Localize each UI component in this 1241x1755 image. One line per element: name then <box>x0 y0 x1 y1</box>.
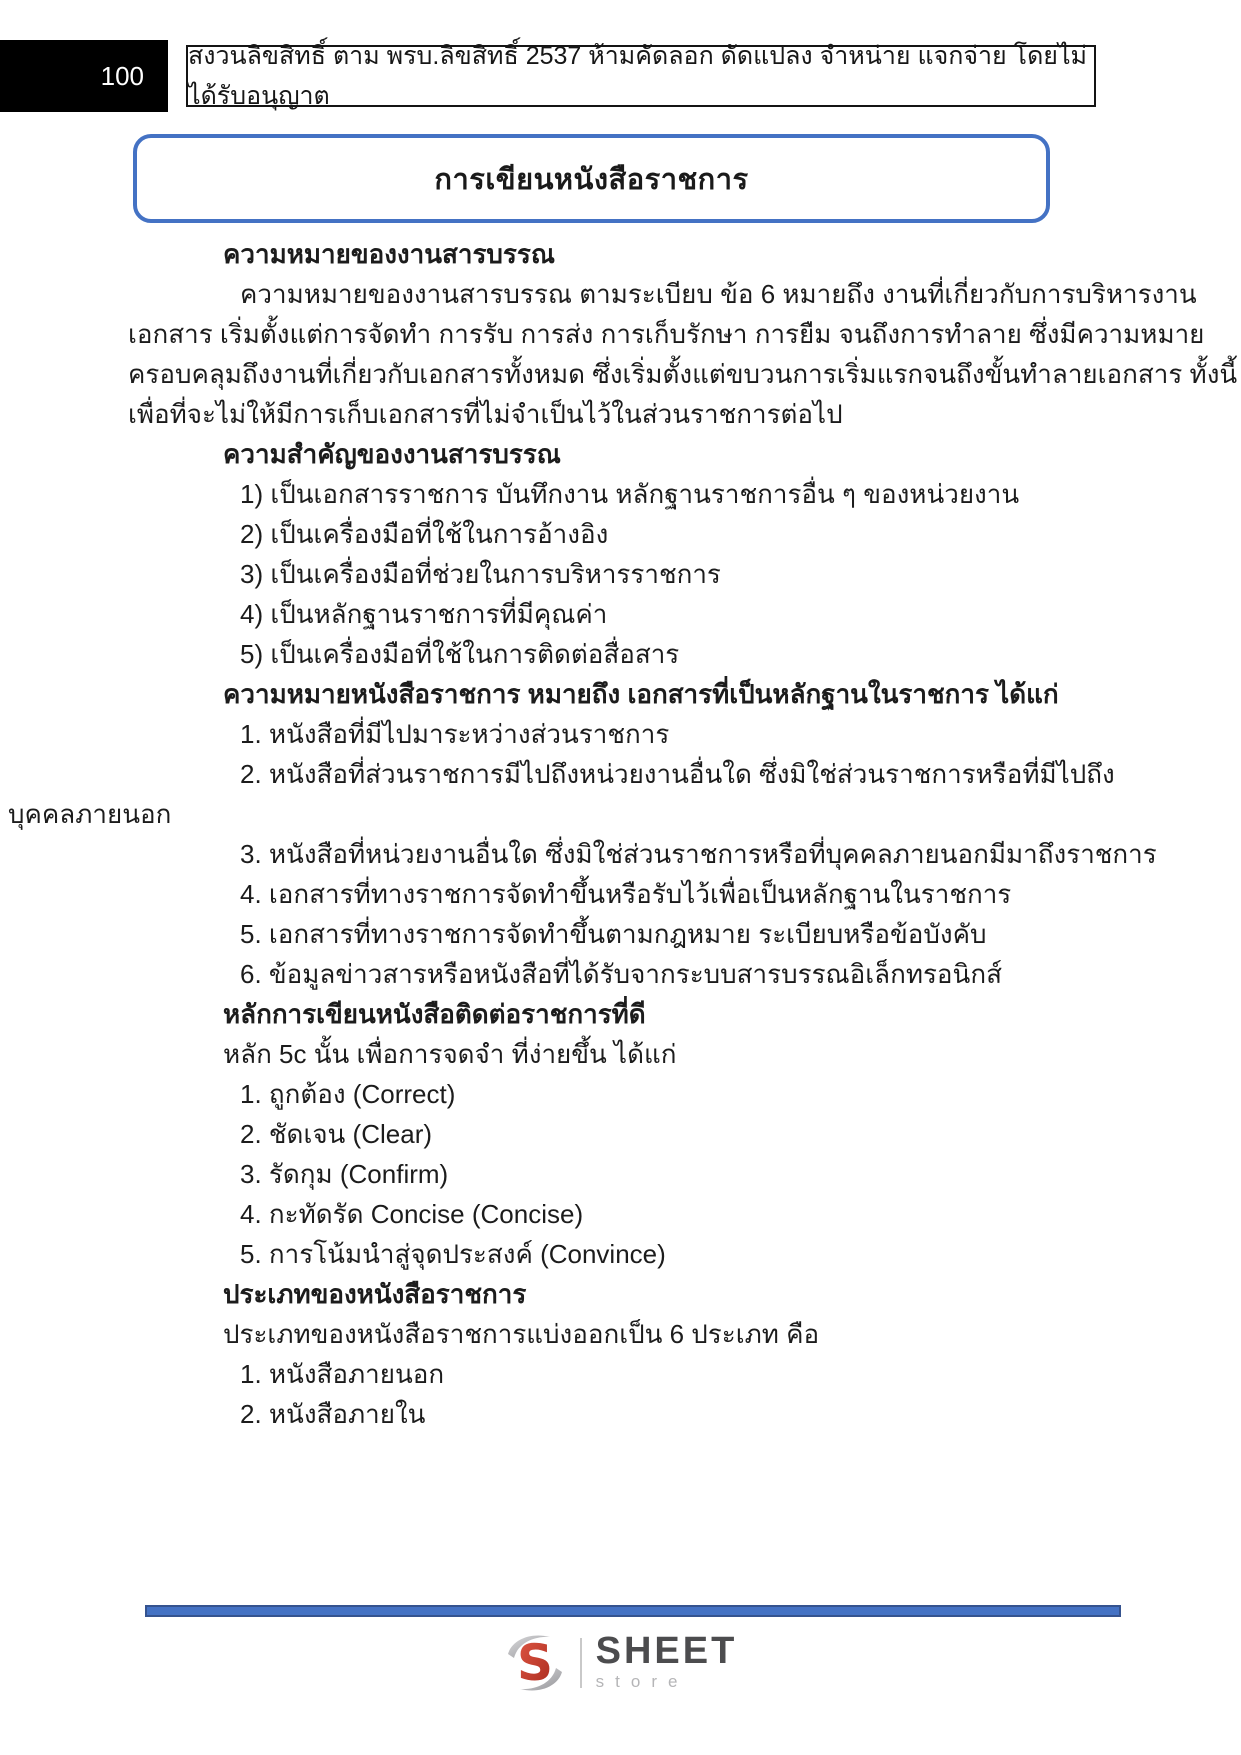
document-body <box>8 234 1238 1434</box>
document-title-box <box>133 134 1050 223</box>
section-heading: ความหมายหนังสือราชการ หมายถึง เอกสารที่เป็นหลักฐานในราชการ ได้แก่ <box>223 679 1059 709</box>
brand-name: SHEET <box>595 1630 738 1672</box>
paragraph-line: ครอบคลุมถึงงานที่เกี่ยวกับเอกสารทั้งหมด ซึ่งเริ่มตั้งแต่ขบวนการเริ่มแรกจนถึงขั้นทำลายเอกสาร ทั้งนี้ <box>128 359 1238 389</box>
list-item: 2. หนังสือภายใน <box>240 1399 426 1429</box>
section-heading: ความสำคัญของงานสารบรรณ <box>223 439 561 469</box>
list-item: 3. รัดกุม (Confirm) <box>240 1159 449 1189</box>
list-item: 1. หนังสือที่มีไปมาระหว่างส่วนราชการ <box>240 719 670 749</box>
list-item: 3. หนังสือที่หน่วยงานอื่นใด ซึ่งมิใช่ส่วนราชการหรือที่บุคคลภายนอกมีมาถึงราชการ <box>240 839 1157 869</box>
list-item-continuation: บุคคลภายนอก <box>8 799 172 829</box>
paragraph-line: หลัก 5c นั้น เพื่อการจดจำ ที่ง่ายขึ้น ได้แก่ <box>223 1039 677 1069</box>
brand-text-block <box>595 1630 738 1692</box>
copyright-box <box>186 42 1096 110</box>
list-item: 5. เอกสารที่ทางราชการจัดทำขึ้นตามกฎหมาย ระเบียบหรือข้อบังคับ <box>240 919 987 949</box>
sheet-store-s-icon <box>504 1634 566 1692</box>
list-item: 1) เป็นเอกสารราชการ บันทึกงาน หลักฐานราชการอื่น ๆ ของหน่วยงาน <box>240 479 1020 509</box>
list-item: 5. การโน้มนำสู่จุดประสงค์ (Convince) <box>240 1239 666 1269</box>
paragraph-line: เอกสาร เริ่มตั้งแต่การจัดทำ การรับ การส่ง การเก็บรักษา การยืม จนถึงการทำลาย ซึ่งมีความหมาย <box>128 319 1205 349</box>
logo-divider <box>580 1638 582 1688</box>
list-item: 1. ถูกต้อง (Correct) <box>240 1079 456 1109</box>
list-item: 2. ชัดเจน (Clear) <box>240 1119 433 1149</box>
list-item: 1. หนังสือภายนอก <box>240 1359 445 1389</box>
section-heading: หลักการเขียนหนังสือติดต่อราชการที่ดี <box>223 999 646 1029</box>
copyright-text: สงวนลิขสิทธิ์ ตาม พรบ.ลิขสิทธิ์ 2537 ห้ามคัดลอก ดัดแปลง จำหน่าย แจกจ่าย โดยไม่ได้รับอนุญาต <box>188 42 1088 110</box>
list-item: 2) เป็นเครื่องมือที่ใช้ในการอ้างอิง <box>240 519 609 549</box>
list-item: 4) เป็นหลักฐานราชการที่มีคุณค่า <box>240 599 608 629</box>
list-item: 5) เป็นเครื่องมือที่ใช้ในการติดต่อสื่อสาร <box>240 639 680 669</box>
paragraph-line: ความหมายของงานสารบรรณ ตามระเบียบ ข้อ 6 หมายถึง งานที่เกี่ยวกับการบริหารงาน <box>240 279 1197 309</box>
page-number: 100 <box>100 60 144 91</box>
list-item: 4. กะทัดรัด Concise (Concise) <box>240 1199 584 1229</box>
page-number-box <box>0 40 168 112</box>
brand-subtitle: store <box>595 1672 689 1691</box>
page-title: การเขียนหนังสือราชการ <box>434 163 749 196</box>
list-item: 3) เป็นเครื่องมือที่ช่วยในการบริหารราชการ <box>240 559 721 589</box>
svg-text:S: S <box>516 1633 553 1692</box>
list-item: 6. ข้อมูลข่าวสารหรือหนังสือที่ได้รับจากระบบสารบรรณอิเล็กทรอนิกส์ <box>240 959 1002 989</box>
footer-divider-line <box>145 1605 1121 1617</box>
section-heading: ความหมายของงานสารบรรณ <box>223 239 555 269</box>
footer-logo <box>0 1630 1241 1692</box>
paragraph-line: เพื่อที่จะไม่ให้มีการเก็บเอกสารที่ไม่จำเป็นไว้ในส่วนราชการต่อไป <box>128 399 843 429</box>
paragraph-line: ประเภทของหนังสือราชการแบ่งออกเป็น 6 ประเภท คือ <box>223 1319 820 1349</box>
list-item: 2. หนังสือที่ส่วนราชการมีไปถึงหน่วยงานอื่นใด ซึ่งมิใช่ส่วนราชการหรือที่มีไปถึง <box>240 759 1115 789</box>
list-item: 4. เอกสารที่ทางราชการจัดทำขึ้นหรือรับไว้เพื่อเป็นหลักฐานในราชการ <box>240 879 1012 909</box>
section-heading: ประเภทของหนังสือราชการ <box>223 1279 527 1309</box>
